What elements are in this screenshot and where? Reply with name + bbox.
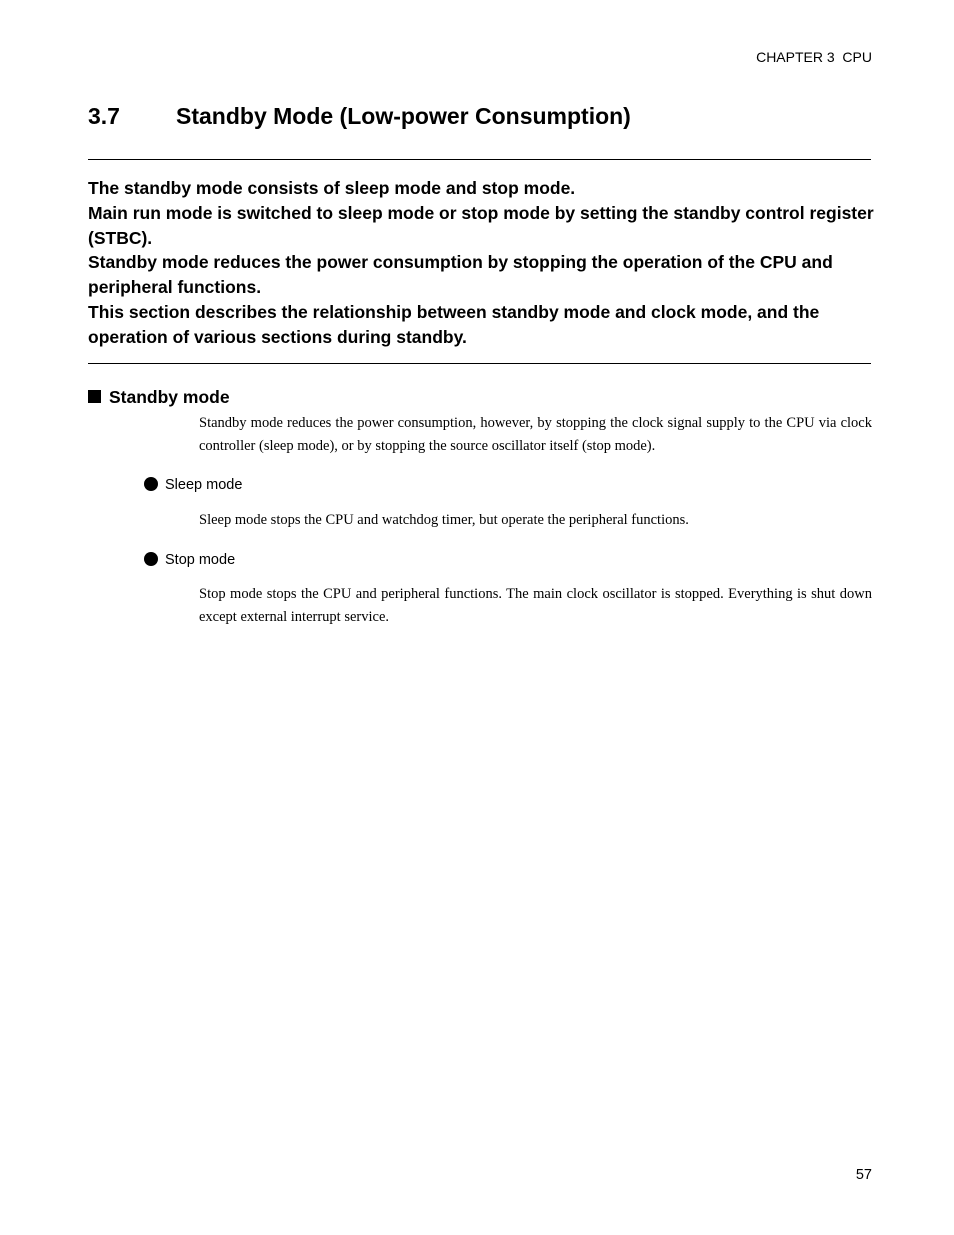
section-title [88, 103, 631, 130]
circle-bullet-icon [144, 477, 158, 491]
summary-line: This section describes the relationship between standby mode and clock mode, and the operation of various sections during standby. [88, 301, 820, 347]
sleep-mode-text: Sleep mode stops the CPU and watchdog timer, but operate the peripheral functions. [199, 512, 689, 528]
standby-mode-heading-text: Standby mode [109, 387, 230, 407]
chapter-header: CHAPTER 3 CPU [756, 49, 872, 65]
summary-line: The standby mode consists of sleep mode and stop mode. [88, 178, 576, 198]
circle-bullet-icon [144, 552, 158, 566]
summary-top-rule [88, 159, 871, 160]
sleep-mode-heading [144, 477, 242, 493]
section-title-text: Standby Mode (Low-power Consumption) [176, 103, 631, 129]
sleep-mode-heading-text: Sleep mode [165, 477, 243, 493]
summary-line: Standby mode reduces the power consumption by stopping the operation of the CPU and peripheral functions. [88, 252, 833, 298]
stop-mode-heading [144, 552, 235, 568]
section-number: 3.7 [88, 103, 120, 129]
stop-mode-heading-text: Stop mode [165, 552, 236, 568]
stop-mode-text: Stop mode stops the CPU and peripheral functions. The main clock oscillator is stopped. Everything is shut down except external interrupt service. [199, 586, 872, 625]
summary-bottom-rule [88, 363, 871, 364]
section-summary [88, 176, 878, 350]
square-bullet-icon [88, 390, 101, 403]
page-number: 57 [855, 1167, 872, 1183]
standby-mode-text: Standby mode reduces the power consumption, however, by stopping the clock signal supply to the CPU via clock controller (sleep mode), or by stopping the source oscillator itself (stop mode). [199, 415, 872, 454]
summary-line: Main run mode is switched to sleep mode or stop mode by setting the standby control register (STBC). [88, 202, 874, 248]
standby-mode-heading [88, 387, 230, 408]
